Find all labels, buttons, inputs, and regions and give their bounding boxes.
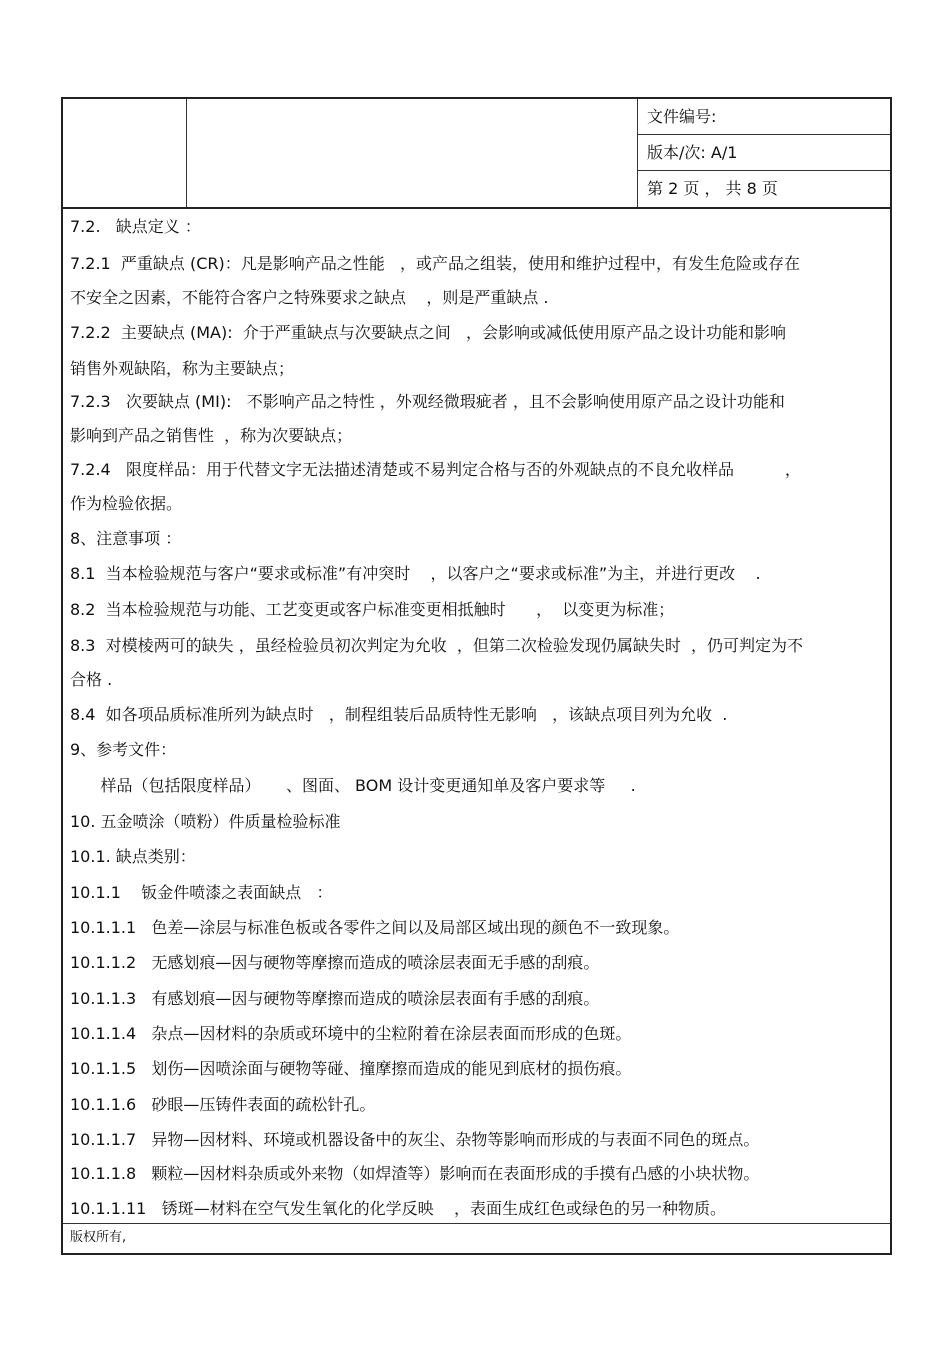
text-line: 8、注意事项 ： [70,529,182,548]
text-line: 7.2.1 严重缺点 (CR)：凡是影响产品之性能 ，或产品之组装，使用和维护过程中，有发生危险或存在 [70,254,801,273]
text-line: 9、参考文件： [70,740,177,759]
text-line: 10.1.1 钣金件喷漆之表面缺点 ： [70,883,333,902]
text-line: 10.1.1.5 划伤—因喷涂面与硬物等碰、撞摩擦而造成的能见到底材的损伤痕。 [70,1059,632,1078]
footer-copyright: 版权所有, [63,1223,890,1253]
text-line: 影响到产品之销售性 ，称为次要缺点； [70,426,353,445]
text-line: 销售外观缺陷，称为主要缺点； [70,359,295,378]
title-cell [187,99,638,207]
text-line: 7.2.2 主要缺点 (MA): 介于严重缺点与次要缺点之间 ，会影响或减低使用原产品之设计功能和影响 [70,323,787,342]
text-line: 8.4 如各项品质标准所列为缺点时 ，制程组装后品质特性无影响 ，该缺点项目列为允收 . [70,705,728,724]
page-info: 第 2 页 ， 共 8 页 [647,179,778,198]
text-line: 7.2. 缺点定义 ： [70,217,201,236]
text-line: 10. 五金喷涂（喷粉）件质量检验标准 [70,812,341,831]
text-line: 8.2 当本检验规范与功能、工艺变更或客户标准变更相抵触时 ， 以变更为标准； [70,600,675,619]
text-line: 10.1.1.3 有感划痕—因与硬物等摩擦而造成的喷涂层表面有手感的刮痕。 [70,989,600,1008]
text-line: 不安全之因素，不能符合客户之特殊要求之缺点 ，则是严重缺点 . [70,288,549,307]
logo-cell [63,99,187,207]
text-line: 10.1.1.6 砂眼—压铸件表面的疏松针孔。 [70,1095,376,1114]
text-line: 10.1.1.1 色差—涂层与标准色板或各零件之间以及局部区域出现的颜色不一致现象。 [70,918,680,937]
text-line: 样品（包括限度样品） 、图面、 BOM 设计变更通知单及客户要求等 . [70,776,636,795]
text-line: 10.1.1.11 锈斑—材料在空气发生氧化的化学反映 ，表面生成红色或绿色的另一种物质。 [70,1199,726,1218]
text-line: 10.1.1.2 无感划痕—因与硬物等摩擦而造成的喷涂层表面无手感的刮痕。 [70,953,600,972]
text-line: 作为检验依据。 [70,494,183,513]
document-header [63,99,890,209]
text-line: 合格 . [70,670,113,689]
text-line: 7.2.4 限度样品：用于代替文字无法描述清楚或不易判定合格与否的外观缺点的不良允收样品 ， [70,460,801,479]
doc-info-cell [638,99,890,207]
text-line: 10.1.1.7 异物—因材料、环境或机器设备中的灰尘、杂物等影响而形成的与表面不同色的斑点。 [70,1130,760,1149]
doc-number-label: 文件编号: [638,99,890,135]
text-line: 8.3 对模棱两可的缺失 ，虽经检验员初次判定为允收 ，但第二次检验发现仍属缺失时 ，仍可判定为不 [70,636,804,655]
version-label: 版本/次: A/1 [638,135,890,171]
document-frame [61,97,892,1255]
text-line: 10.1.1.4 杂点—因材料的杂质或环境中的尘粒附着在涂层表面而形成的色斑。 [70,1024,632,1043]
text-line: 10.1. 缺点类别： [70,847,196,866]
text-line: 8.1 当本检验规范与客户“要求或标准”有冲突时 ，以客户之“要求或标准”为主，并进行更改 . [70,564,761,583]
text-line: 10.1.1.8 颗粒—因材料杂质或外来物（如焊渣等）影响而在表面形成的手摸有凸感的小块状物。 [70,1164,760,1183]
text-line: 7.2.3 次要缺点 (MI): 不影响产品之特性 ，外观经微瑕疵者 ，且不会影响使用原产品之设计功能和 [70,392,785,411]
